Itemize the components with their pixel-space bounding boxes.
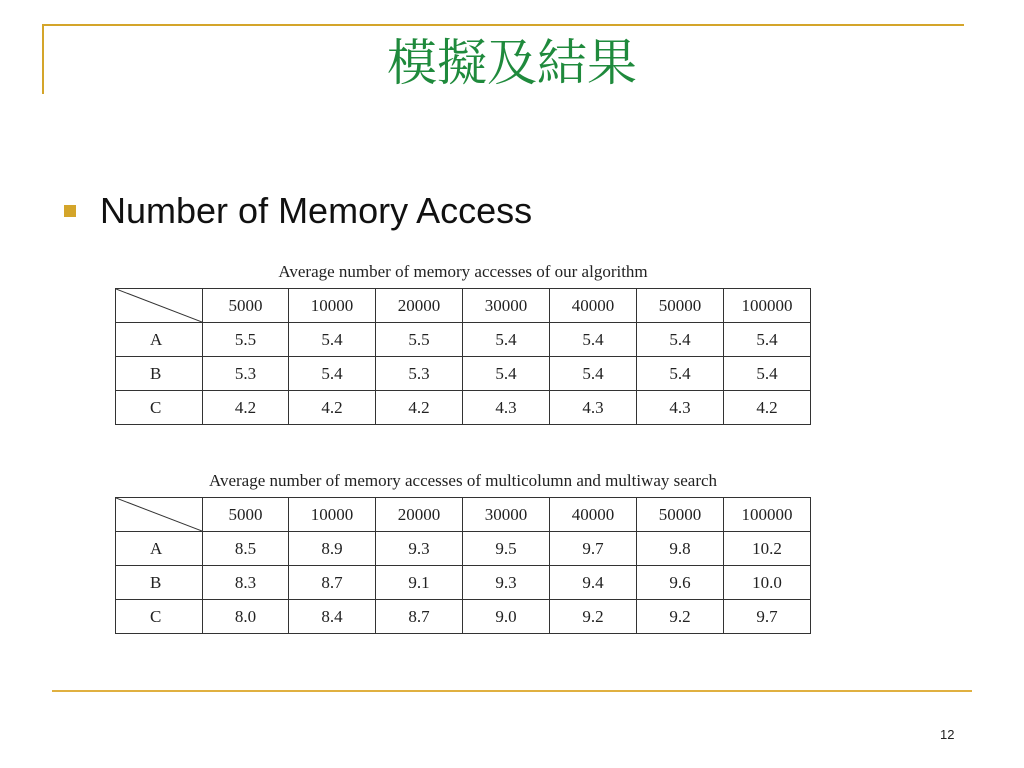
column-header: 50000 — [637, 498, 724, 532]
column-header: 5000 — [203, 498, 289, 532]
table-cell: 5.5 — [376, 323, 463, 357]
table-cell: 4.2 — [724, 391, 811, 425]
data-table — [115, 497, 811, 634]
table-cell: 5.4 — [463, 357, 550, 391]
bullet-text: Number of Memory Access — [100, 190, 533, 231]
table-cell: 8.4 — [289, 600, 376, 634]
table-cell: 5.3 — [376, 357, 463, 391]
corner-cell — [116, 498, 203, 532]
table-multicolumn-multiway — [115, 471, 811, 634]
table-row — [116, 600, 811, 634]
table-cell: 9.2 — [550, 600, 637, 634]
column-header: 20000 — [376, 289, 463, 323]
table-cell: 5.4 — [637, 357, 724, 391]
table-cell: 9.6 — [637, 566, 724, 600]
table-caption: Average number of memory accesses of multicolumn and multiway search — [208, 471, 718, 490]
column-header: 40000 — [550, 289, 637, 323]
table-cell: 5.3 — [203, 357, 289, 391]
data-table — [115, 288, 811, 425]
table-row — [116, 357, 811, 391]
table-cell: 4.2 — [376, 391, 463, 425]
table-caption: Average number of memory accesses of our algorithm — [278, 262, 648, 281]
table-cell: 9.5 — [463, 532, 550, 566]
table-cell: 5.4 — [289, 323, 376, 357]
column-header: 50000 — [637, 289, 724, 323]
table-cell: 9.8 — [637, 532, 724, 566]
table-cell: 8.0 — [203, 600, 289, 634]
row-label: B — [116, 566, 203, 600]
column-header: 30000 — [463, 498, 550, 532]
table-cell: 5.4 — [724, 357, 811, 391]
table-cell: 9.3 — [376, 532, 463, 566]
table-row — [116, 323, 811, 357]
row-label: C — [116, 391, 203, 425]
frame-top-rule — [42, 24, 964, 26]
table-our-algorithm — [115, 262, 811, 425]
table-cell: 4.3 — [463, 391, 550, 425]
table-cell: 10.2 — [724, 532, 811, 566]
table-header-row — [116, 289, 811, 323]
table-cell: 5.5 — [203, 323, 289, 357]
table-cell: 8.5 — [203, 532, 289, 566]
table-cell: 4.2 — [289, 391, 376, 425]
page-number: 12 — [940, 727, 955, 742]
table-row — [116, 532, 811, 566]
table-cell: 4.3 — [637, 391, 724, 425]
footer-rule — [52, 690, 972, 692]
table-cell: 4.2 — [203, 391, 289, 425]
table-cell: 9.7 — [724, 600, 811, 634]
row-label: B — [116, 357, 203, 391]
table-header-row — [116, 498, 811, 532]
bullet-square-icon — [64, 205, 76, 217]
table-row — [116, 391, 811, 425]
column-header: 5000 — [203, 289, 289, 323]
table-cell: 5.4 — [289, 357, 376, 391]
table-row — [116, 566, 811, 600]
row-label: A — [116, 323, 203, 357]
column-header: 20000 — [376, 498, 463, 532]
table-cell: 5.4 — [550, 357, 637, 391]
column-header: 10000 — [289, 289, 376, 323]
bullet-item — [64, 190, 532, 232]
row-label: A — [116, 532, 203, 566]
column-header: 100000 — [724, 498, 811, 532]
column-header: 30000 — [463, 289, 550, 323]
table-cell: 5.4 — [637, 323, 724, 357]
corner-cell — [116, 289, 203, 323]
slide-title: 模擬及結果 — [387, 34, 637, 92]
table-cell: 8.9 — [289, 532, 376, 566]
table-cell: 4.3 — [550, 391, 637, 425]
column-header: 40000 — [550, 498, 637, 532]
table-cell: 9.7 — [550, 532, 637, 566]
table-cell: 10.0 — [724, 566, 811, 600]
table-cell: 8.3 — [203, 566, 289, 600]
table-cell: 8.7 — [376, 600, 463, 634]
table-cell: 9.0 — [463, 600, 550, 634]
table-cell: 5.4 — [724, 323, 811, 357]
table-cell: 9.2 — [637, 600, 724, 634]
table-cell: 5.4 — [550, 323, 637, 357]
table-cell: 8.7 — [289, 566, 376, 600]
table-cell: 5.4 — [463, 323, 550, 357]
table-cell: 9.3 — [463, 566, 550, 600]
table-cell: 9.1 — [376, 566, 463, 600]
table-cell: 9.4 — [550, 566, 637, 600]
column-header: 100000 — [724, 289, 811, 323]
column-header: 10000 — [289, 498, 376, 532]
row-label: C — [116, 600, 203, 634]
